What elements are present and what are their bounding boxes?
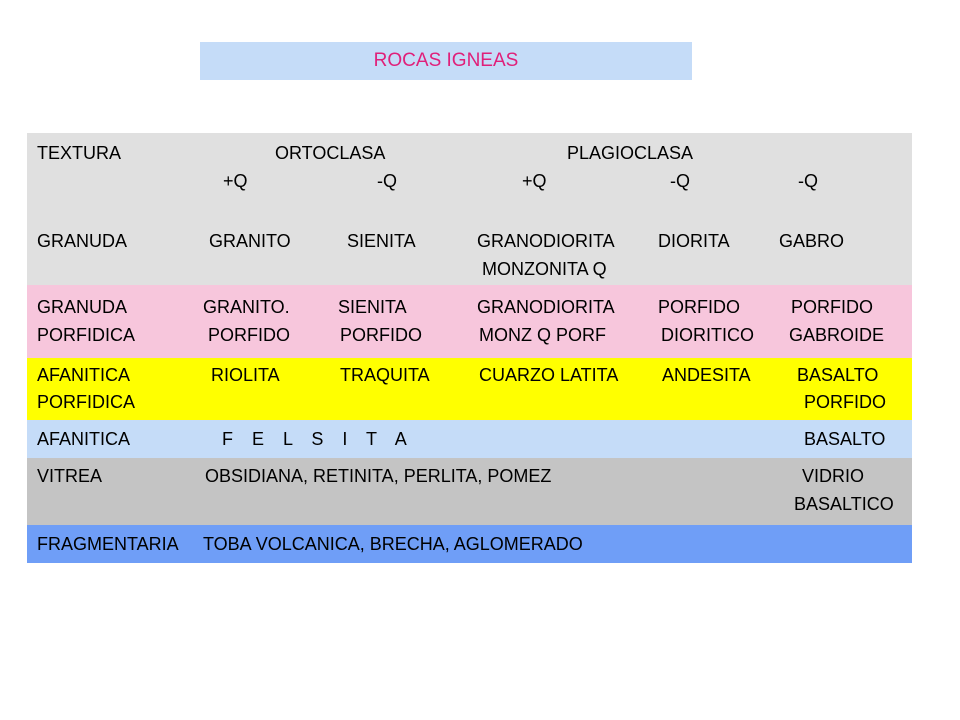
- texture-granuda-2: GRANUDA: [37, 297, 128, 317]
- rock-granodiorita-porf-1: GRANODIORITA: [477, 297, 615, 317]
- rock-basalto-porfido-1: BASALTO: [797, 365, 879, 385]
- rock-porfido-gabroide-2: GABROIDE: [789, 325, 885, 345]
- rock-sienita-porfido-1: SIENITA: [338, 297, 407, 317]
- rock-basalto: BASALTO: [804, 429, 886, 449]
- page-title: ROCAS IGNEAS: [200, 42, 692, 80]
- texture-porfidica: PORFIDICA: [37, 325, 136, 345]
- rock-sienita: SIENITA: [347, 231, 416, 251]
- rock-granito-porfido-1: GRANITO.: [203, 297, 290, 317]
- header-q-minus-3: -Q: [798, 171, 818, 191]
- rock-monzonita: MONZONITA Q: [482, 259, 607, 279]
- header-textura: TEXTURA: [37, 143, 122, 163]
- rock-granodiorita: GRANODIORITA: [477, 231, 615, 251]
- texture-afanitica: AFANITICA: [37, 365, 131, 385]
- rock-andesita: ANDESITA: [662, 365, 751, 385]
- rock-cuarzo-latita: CUARZO LATITA: [479, 365, 619, 385]
- igneous-rocks-table: [27, 133, 912, 563]
- texture-granuda: GRANUDA: [37, 231, 128, 251]
- header-q-plus-1: +Q: [223, 171, 248, 191]
- texture-fragmentaria: FRAGMENTARIA: [37, 534, 179, 554]
- rock-diorita: DIORITA: [658, 231, 730, 251]
- rock-granodiorita-porf-2: MONZ Q PORF: [479, 325, 606, 345]
- header-plagioclasa: PLAGIOCLASA: [567, 143, 694, 163]
- rock-porfido-gabroide-1: PORFIDO: [791, 297, 874, 317]
- rock-traquita: TRAQUITA: [340, 365, 430, 385]
- rock-vidrio-basaltico-2: BASALTICO: [794, 494, 894, 514]
- header-q-plus-2: +Q: [522, 171, 547, 191]
- rock-basalto-porfido-2: PORFIDO: [804, 392, 887, 412]
- header-q-minus-1: -Q: [377, 171, 397, 191]
- rock-fragmentaria-list: TOBA VOLCANICA, BRECHA, AGLOMERADO: [203, 534, 583, 554]
- row-vitrea: [27, 458, 912, 525]
- rock-vitrea-list: OBSIDIANA, RETINITA, PERLITA, POMEZ: [205, 466, 552, 486]
- texture-vitrea: VITREA: [37, 466, 103, 486]
- rock-riolita: RIOLITA: [211, 365, 280, 385]
- rock-granito: GRANITO: [209, 231, 291, 251]
- rock-felsita: F E L S I T A: [222, 429, 407, 449]
- table-header-row: [27, 133, 912, 285]
- row-fragmentaria: [27, 525, 912, 563]
- rock-granito-porfido-2: PORFIDO: [208, 325, 291, 345]
- rock-vidrio-basaltico-1: VIDRIO: [802, 466, 865, 486]
- header-q-minus-2: -Q: [670, 171, 690, 191]
- rock-porfido-dioritico-2: DIORITICO: [661, 325, 754, 345]
- header-ortoclasa: ORTOCLASA: [275, 143, 386, 163]
- row-afanitica: [27, 420, 912, 458]
- row-granuda-porfidica: [27, 285, 912, 358]
- rock-gabro: GABRO: [779, 231, 845, 251]
- rock-porfido-dioritico-1: PORFIDO: [658, 297, 741, 317]
- texture-porfidica-2: PORFIDICA: [37, 392, 136, 412]
- rock-sienita-porfido-2: PORFIDO: [340, 325, 423, 345]
- row-afanitica-porfidica: [27, 358, 912, 420]
- texture-afanitica-2: AFANITICA: [37, 429, 131, 449]
